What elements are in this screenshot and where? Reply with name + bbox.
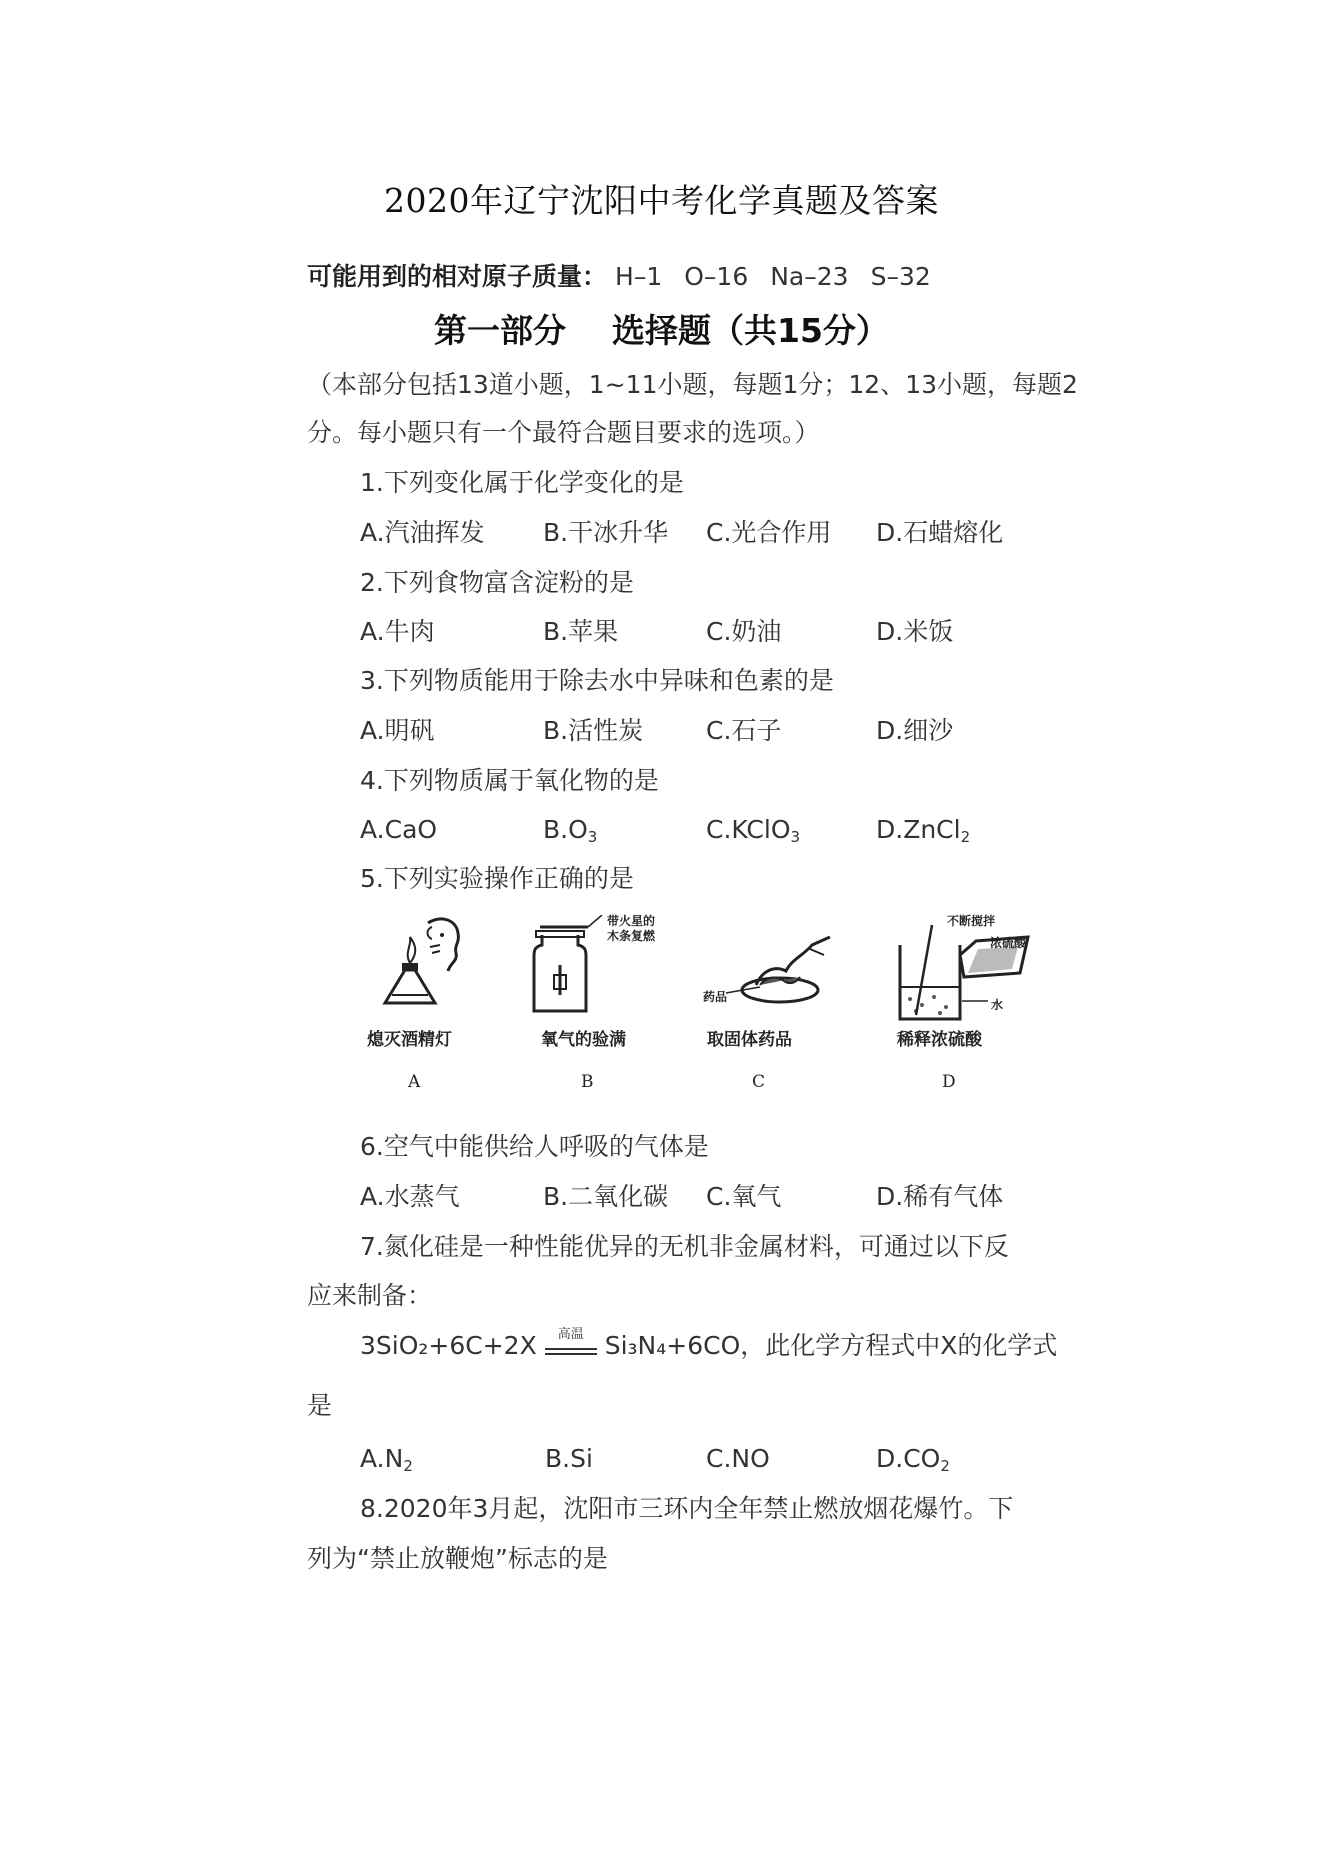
option: A.汽油挥发 <box>360 518 485 547</box>
question-stem: 3.下列物质能用于除去水中异味和色素的是 <box>360 666 834 695</box>
option: C.石子 <box>706 716 782 745</box>
option: $B.O_3$ <box>543 815 598 846</box>
chemical-equation: 3SiO₂+6C+2X 高温 Si₃N₄+6CO，此化学方程式中X的化学式 <box>360 1327 1058 1360</box>
atomic-mass-line <box>307 257 931 293</box>
option: A.牛肉 <box>360 617 435 646</box>
page-title: 2020年辽宁沈阳中考化学真题及答案 <box>384 181 939 220</box>
figure-caption: 熄灭酒精灯 <box>367 1030 452 1050</box>
section-heading: 第一部分 选择题（共15分） <box>434 311 889 350</box>
option: A.水蒸气 <box>360 1182 460 1211</box>
atomic-mass-item: S–32 <box>870 262 931 291</box>
option: $D.CO_2$ <box>876 1444 950 1475</box>
question-stem: 7.氮化硅是一种性能优异的无机非金属材料，可通过以下反 <box>360 1232 1009 1261</box>
figure-a-blowing-lamp <box>370 915 500 1015</box>
figure-letter: C <box>752 1072 766 1092</box>
option: B.活性炭 <box>543 716 644 745</box>
option: C.氧气 <box>706 1182 782 1211</box>
figure-letter: A <box>408 1072 421 1092</box>
option: D.石蜡熔化 <box>876 518 1004 547</box>
figure-note: 不断搅拌 <box>947 914 996 928</box>
option: C.光合作用 <box>706 518 832 547</box>
atomic-mass-label: 可能用到的相对原子质量： <box>307 262 608 291</box>
figure-caption: 取固体药品 <box>707 1030 792 1050</box>
figure-note: 带火星的 <box>607 914 656 928</box>
atomic-mass-item: H–1 <box>615 262 663 291</box>
question-stem: 列为“禁止放鞭炮”标志的是 <box>307 1544 608 1573</box>
figure-letter: B <box>581 1072 594 1092</box>
option: B.干冰升华 <box>543 518 669 547</box>
option: D.ZnCl$_2$ <box>876 815 971 846</box>
option: D.细沙 <box>876 716 954 745</box>
atomic-mass-item: Na–23 <box>770 262 849 291</box>
option: $A.N_2$ <box>360 1444 413 1475</box>
option: B.二氧化碳 <box>543 1182 669 1211</box>
question-stem: 1.下列变化属于化学变化的是 <box>360 468 684 497</box>
option: A.明矾 <box>360 716 435 745</box>
option: C.奶油 <box>706 617 782 646</box>
question-stem: 应来制备： <box>307 1281 433 1310</box>
question-stem: 2.下列食物富含淀粉的是 <box>360 568 634 597</box>
section-intro: 分。每小题只有一个最符合题目要求的选项。） <box>307 418 820 447</box>
question-stem: 8.2020年3月起，沈阳市三环内全年禁止燃放烟花爆竹。下 <box>360 1494 1014 1523</box>
option: A.CaO <box>360 815 438 844</box>
figure-note: 浓硫酸 <box>990 936 1027 950</box>
option: B.苹果 <box>543 617 619 646</box>
figure-d-dilute-acid <box>880 915 1040 1025</box>
figure-caption: 氧气的验满 <box>541 1030 626 1050</box>
option: C.KClO$_3$ <box>706 815 801 846</box>
section-intro: （本部分包括13道小题，1~11小题，每题1分；12、13小题，每题2 <box>307 370 1078 399</box>
question-stem: 6.空气中能供给人呼吸的气体是 <box>360 1132 709 1161</box>
question-stem: 4.下列物质属于氧化物的是 <box>360 766 659 795</box>
option: D.稀有气体 <box>876 1182 1004 1211</box>
figure-caption: 稀释浓硫酸 <box>897 1030 982 1050</box>
figure-note: 水 <box>991 998 1004 1012</box>
figure-note: 木条复燃 <box>607 929 656 943</box>
option: D.米饭 <box>876 617 954 646</box>
option: C.NO <box>706 1444 770 1473</box>
question-stem: 是 <box>307 1391 333 1420</box>
reaction-condition-arrow: 高温 <box>543 1334 599 1360</box>
question-stem: 5.下列实验操作正确的是 <box>360 864 634 893</box>
figure-letter: D <box>942 1072 956 1092</box>
atomic-mass-item: O–16 <box>684 262 749 291</box>
option: B.Si <box>545 1444 593 1473</box>
figure-note: 药品 <box>703 990 728 1004</box>
